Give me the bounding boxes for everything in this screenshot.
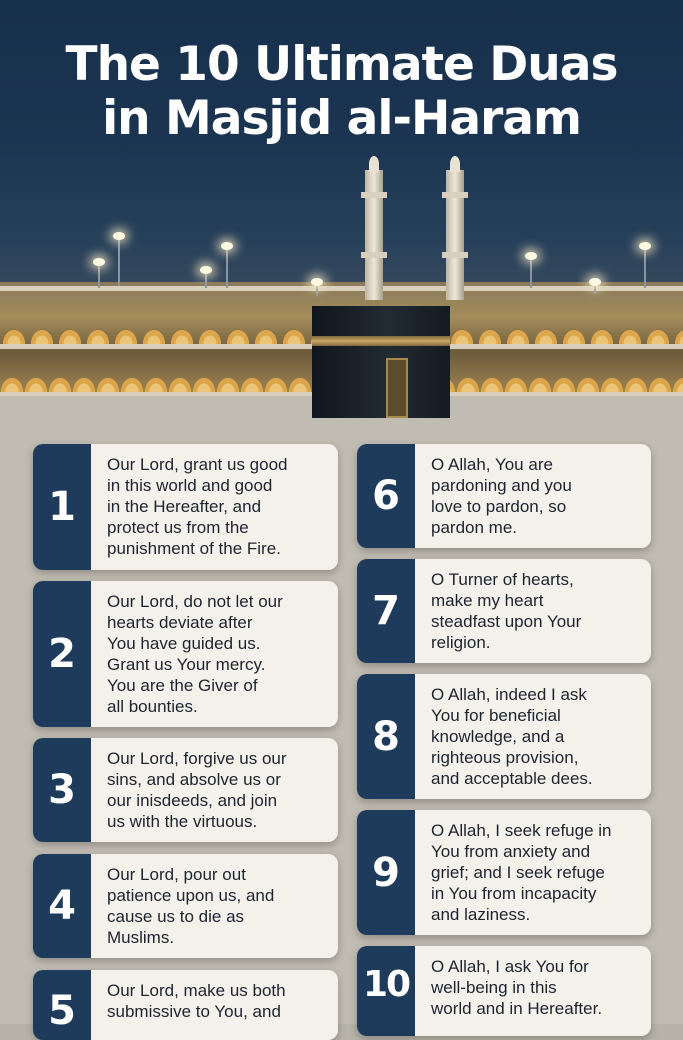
dua-card-6 xyxy=(357,444,651,548)
dua-line: religion. xyxy=(431,633,491,652)
dua-number: 6 xyxy=(357,444,415,548)
dua-line: in this world and good xyxy=(107,476,273,495)
dua-line: in the Hereafter, and xyxy=(107,497,262,516)
dua-number: 8 xyxy=(357,674,415,799)
dua-line: O Allah, indeed I ask xyxy=(431,685,587,704)
dua-text xyxy=(415,674,651,799)
dua-line: grief; and I seek refuge xyxy=(431,863,605,882)
title-line-2: in Masjid al-Haram xyxy=(102,91,581,146)
dua-text xyxy=(415,559,651,663)
dua-line: our inisdeeds, and join xyxy=(107,791,278,810)
dua-line: and acceptable dees. xyxy=(431,769,593,788)
dua-line: Our Lord, pour out xyxy=(107,865,246,884)
dua-text xyxy=(415,946,651,1036)
page-title xyxy=(0,38,683,146)
dua-line: us with the virtuous. xyxy=(107,812,258,831)
lamp-post xyxy=(316,284,318,296)
dua-number: 10 xyxy=(357,946,415,1036)
dua-card-8 xyxy=(357,674,651,799)
dua-line: steadfast upon Your xyxy=(431,612,582,631)
dua-text xyxy=(91,854,338,958)
dua-number: 5 xyxy=(33,970,91,1040)
dua-card-4 xyxy=(33,854,338,958)
dua-text xyxy=(415,444,651,548)
dua-line: love to pardon, so xyxy=(431,497,567,516)
dua-line: O Allah, I seek refuge in xyxy=(431,821,612,840)
dua-card-2 xyxy=(33,581,338,727)
dua-number: 4 xyxy=(33,854,91,958)
dua-line: punishment of the Fire. xyxy=(107,539,281,558)
dua-line: pardon me. xyxy=(431,518,517,537)
kaaba-door xyxy=(386,358,408,418)
dua-line: O Allah, I ask You for xyxy=(431,957,589,976)
dua-line: and laziness. xyxy=(431,905,531,924)
dua-number: 2 xyxy=(33,581,91,727)
dua-text xyxy=(415,810,651,935)
dua-line: righteous provision, xyxy=(431,748,579,767)
title-line-1: The 10 Ultimate Duas xyxy=(65,37,618,92)
dua-line: You from anxiety and xyxy=(431,842,591,861)
dua-line: world and in Hereafter. xyxy=(431,999,603,1018)
dua-line: knowledge, and a xyxy=(431,727,565,746)
dua-line: Our Lord, forgive us our xyxy=(107,749,287,768)
lamp-post xyxy=(118,238,120,286)
dua-number: 7 xyxy=(357,559,415,663)
lamp-post xyxy=(594,284,596,294)
dua-card-1 xyxy=(33,444,338,570)
dua-number: 3 xyxy=(33,738,91,842)
dua-line: make my heart xyxy=(431,591,544,610)
dua-card-3 xyxy=(33,738,338,842)
dua-line: patience upon us, and xyxy=(107,886,275,905)
dua-line: You have guided us. xyxy=(107,634,261,653)
minaret xyxy=(446,170,464,300)
lamp-post xyxy=(205,272,207,288)
dua-text xyxy=(91,738,338,842)
dua-number: 1 xyxy=(33,444,91,570)
dua-line: Our Lord, do not let our xyxy=(107,592,283,611)
dua-line: well-being in this xyxy=(431,978,557,997)
dua-line: protect us from the xyxy=(107,518,249,537)
dua-card-5 xyxy=(33,970,338,1040)
kaaba xyxy=(312,306,450,418)
dua-line: O Allah, You are xyxy=(431,455,553,474)
dua-line: Muslims. xyxy=(107,928,175,947)
dua-line: Our Lord, make us both xyxy=(107,981,286,1000)
lamp-post xyxy=(98,264,100,288)
dua-line: O Turner of hearts, xyxy=(431,570,574,589)
dua-card-9 xyxy=(357,810,651,935)
dua-line: submissive to You, and xyxy=(107,1002,281,1021)
dua-card-7 xyxy=(357,559,651,663)
dua-text xyxy=(91,581,338,727)
dua-line: pardoning and you xyxy=(431,476,572,495)
lamp-post xyxy=(226,248,228,288)
kaaba-kiswa-band xyxy=(312,336,450,346)
dua-line: Our Lord, grant us good xyxy=(107,455,288,474)
arcade-ledge xyxy=(0,286,683,291)
dua-number: 9 xyxy=(357,810,415,935)
dua-line: Grant us Your mercy. xyxy=(107,655,266,674)
minaret xyxy=(365,170,383,300)
dua-line: all bounties. xyxy=(107,697,198,716)
dua-line: You are the Giver of xyxy=(107,676,258,695)
lamp-post xyxy=(530,258,532,288)
dua-line: in You from incapacity xyxy=(431,884,597,903)
dua-line: hearts deviate after xyxy=(107,613,253,632)
dua-text xyxy=(91,444,338,570)
dua-line: sins, and absolve us or xyxy=(107,770,281,789)
dua-text xyxy=(91,970,338,1040)
dua-line: You for beneficial xyxy=(431,706,561,725)
dua-card-10 xyxy=(357,946,651,1036)
lamp-post xyxy=(644,248,646,288)
dua-line: cause us to die as xyxy=(107,907,245,926)
